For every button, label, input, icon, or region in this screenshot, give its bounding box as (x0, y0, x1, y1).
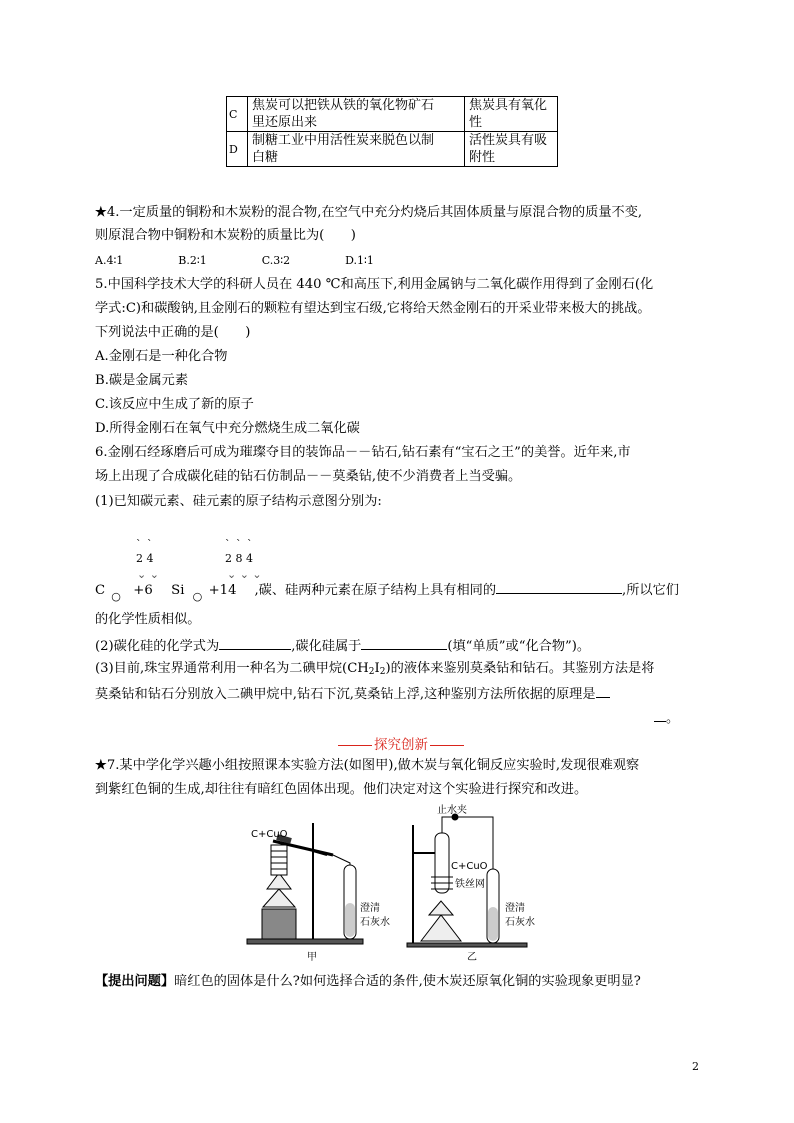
page-number: 2 (692, 1060, 699, 1073)
option-reason: 附性 (469, 150, 496, 165)
q6-sub1-line2: 的化学性质相似。 (95, 612, 201, 627)
q6-sub2: (2)碳化硅的化学式为 ,碳化硅属于 (填“单质”或“化合物”)。 (95, 636, 590, 656)
q6-sub1-answer: C ○ +6 Si ○ +14 ,碳、硅两种元素在原子结构上具有相同的 ,所以它们 (95, 580, 679, 600)
q6-sub3-line2: 莫桑钻和钻石分别放入二碘甲烷中,钻石下沉,莫桑钻上浮,这种鉴别方法所依据的原理是 (95, 684, 610, 704)
answer-blank[interactable] (361, 636, 447, 650)
q6-line2: 场上出现了合成碳化硅的钻石仿制品－－莫桑钻,使不少消费者上当受骗。 (95, 469, 522, 484)
right-mesh-label: 铁丝网 (455, 879, 485, 890)
left-limewater-label: 澄清 (360, 903, 380, 914)
si-arc-ticks: ` ` ` (225, 538, 254, 551)
option-text: 里还原出来 (252, 115, 318, 130)
option-reason: 性 (469, 115, 483, 130)
q6-sub1: (1)已知碳元素、硅元素的原子结构示意图分别为: (95, 494, 382, 509)
table-row (227, 97, 558, 132)
si-nucleus: +14 (208, 583, 237, 598)
right-clamp-label: 止水夹 (437, 805, 467, 816)
q5-option-b: B.碳是金属元素 (95, 373, 189, 388)
option-letter: D (227, 132, 248, 167)
apparatus-left (247, 823, 363, 944)
options-table (226, 96, 558, 167)
option-text: 焦炭可以把铁从铁的氧化物矿石 (252, 98, 435, 113)
si-arc-bottom: ⌄ ⌄ ⌄ (227, 568, 262, 581)
q6-sub3-end: 。 (654, 707, 679, 726)
q6-line1: 6.金刚石经琢磨后可成为璀璨夺目的装饰品－－钻石,钻石素有“宝石之王”的美誉。近年来,市 (95, 445, 631, 460)
answer-blank[interactable] (654, 708, 666, 722)
option-text: 白糖 (252, 150, 279, 165)
q5-option-c: C.该反应中生成了新的原子 (95, 397, 254, 412)
left-caption: 甲 (307, 952, 317, 963)
circle-icon: ○ (111, 590, 121, 603)
c-shell-electrons: 2 4 (136, 552, 154, 565)
c-arc-ticks: ` ` (136, 538, 154, 551)
q5-line2: 学式:C)和碳酸钠,且金刚石的颗粒有望达到宝石级,它将给天然金刚石的开采业带来极大的挑战。 (95, 301, 651, 316)
si-shell-electrons: 2 8 4 (225, 552, 253, 565)
apparatus-figure (245, 803, 565, 965)
option-reason: 焦炭具有氧化 (469, 98, 548, 113)
si-symbol: Si (171, 583, 185, 598)
circle-icon: ○ (192, 590, 203, 603)
left-limewater-label-2: 石灰水 (360, 917, 390, 928)
right-limewater-label: 澄清 (505, 903, 525, 914)
right-caption: 乙 (467, 952, 477, 963)
q5-line3: 下列说法中正确的是( ) (95, 325, 251, 340)
star-icon: ★ (95, 758, 107, 773)
q6-sub3: (3)目前,珠宝界通常利用一种名为二碘甲烷$(CH_2I_2)$的液体来鉴别莫桑钻和钻石。其鉴别方法是将 (95, 661, 655, 677)
q5-line1: 5.中国科学技术大学的科研人员在 440 ℃和高压下,利用金属钠与二氧化碳作用得到了金刚石(化 (95, 277, 654, 292)
right-reagent-label: C+CuO (451, 861, 488, 872)
answer-blank[interactable] (496, 580, 622, 594)
question-label: 【提出问题】 (95, 974, 175, 989)
option-letter: C (227, 97, 248, 132)
answer-blank[interactable] (219, 636, 291, 650)
left-reagent-label: C+CuO (251, 829, 288, 840)
c-nucleus: +6 (133, 583, 153, 598)
q5-option-d: D.所得金刚石在氧气中充分燃烧生成二氧化碳 (95, 421, 360, 436)
section-heading: 探究创新 (336, 733, 466, 753)
q7-line2: 到紫红色铜的生成,却往往有暗红色固体出现。他们决定对这个实验进行探究和改进。 (95, 782, 588, 797)
q7-question: 【提出问题】暗红色的固体是什么?如何选择合适的条件,使木炭还原氧化铜的实验现象更明显? (95, 974, 641, 989)
c-arc-bottom: ⌄ ⌄ (137, 568, 159, 581)
q5-option-a: A.金刚石是一种化合物 (95, 349, 228, 364)
answer-blank[interactable] (596, 684, 610, 698)
right-limewater-label-2: 石灰水 (505, 917, 535, 928)
q4-line2: 则原混合物中铜粉和木炭粉的质量比为( ) (95, 228, 356, 243)
table-row (227, 132, 558, 167)
q7-line1: ★7.某中学化学兴趣小组按照课本实验方法(如图甲),做木炭与氧化铜反应实验时,发现很难观察 (95, 758, 640, 773)
option-text: 制糖工业中用活性炭来脱色以制 (252, 133, 435, 148)
q4-options: A.4∶1 B.2∶1 C.3∶2 D.1∶1 (95, 254, 374, 267)
option-reason: 活性炭具有吸 (469, 133, 548, 148)
q4-line1: ★4.一定质量的铜粉和木炭粉的混合物,在空气中充分灼烧后其固体质量与原混合物的质量不变, (95, 205, 643, 220)
star-icon: ★ (95, 205, 107, 220)
c-symbol: C (95, 583, 106, 598)
